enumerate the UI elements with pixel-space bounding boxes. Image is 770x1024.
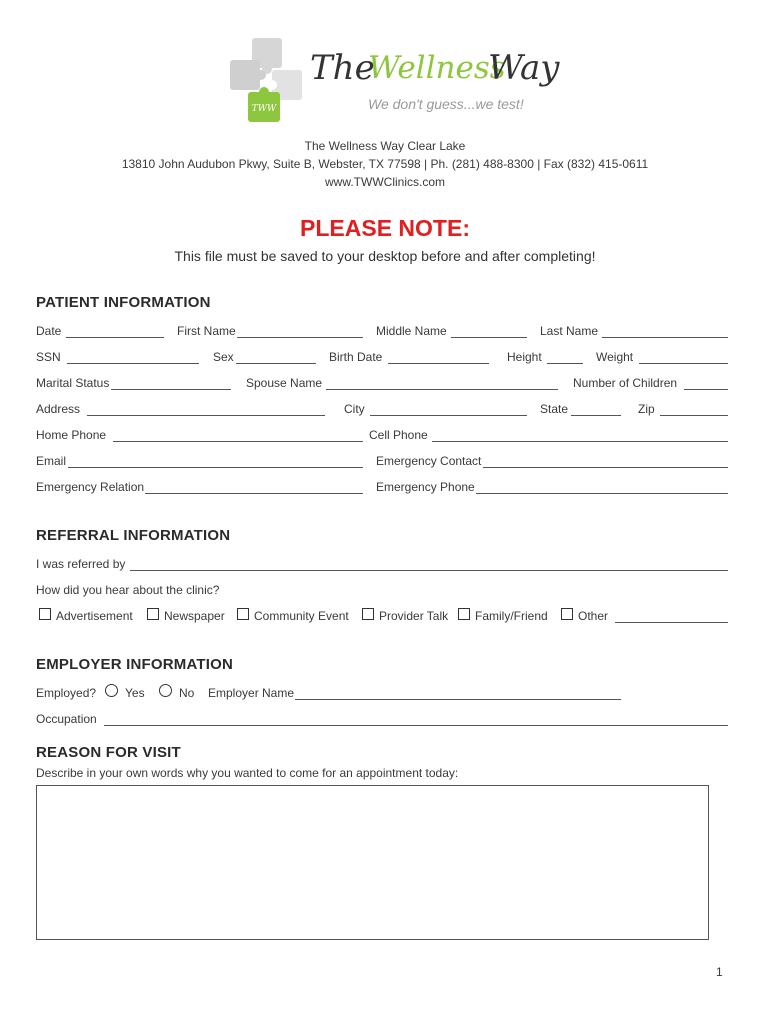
state-field[interactable] (571, 415, 621, 416)
employed-yes-label: Yes (125, 686, 145, 700)
number-of-children-field[interactable] (684, 389, 728, 390)
ssn-field[interactable] (67, 363, 199, 364)
state-label: State (540, 402, 569, 416)
first-name-label: First Name (177, 324, 236, 338)
number-of-children-label: Number of Children (573, 376, 678, 390)
logo-tagline: We don't guess...we test! (368, 96, 524, 112)
address-label: Address (36, 402, 81, 416)
emergency-contact-field[interactable] (483, 467, 728, 468)
clinic-address: 13810 John Audubon Pkwy, Suite B, Webster, TX 77598 | Ph. (281) 488-8300 | Fax (832) 415-0611 (121, 157, 649, 171)
date-field[interactable] (66, 337, 164, 338)
reason-for-visit-heading: REASON FOR VISIT (36, 744, 181, 761)
checkbox-other[interactable] (561, 608, 573, 620)
cell-phone-field[interactable] (432, 441, 728, 442)
zip-label: Zip (638, 402, 655, 416)
checkbox-newspaper[interactable] (147, 608, 159, 620)
email-label: Email (36, 454, 67, 468)
logo-word-the: The (310, 48, 375, 88)
radio-employed-yes[interactable] (105, 684, 118, 697)
cell-phone-label: Cell Phone (369, 428, 428, 442)
logo-badge: TWW (251, 104, 277, 114)
height-field[interactable] (547, 363, 583, 364)
logo (222, 36, 560, 128)
checkbox-advertisement[interactable] (39, 608, 51, 620)
spouse-name-label: Spouse Name (246, 376, 323, 390)
checkbox-provider-talk[interactable] (362, 608, 374, 620)
middle-name-label: Middle Name (376, 324, 447, 338)
city-field[interactable] (370, 415, 527, 416)
option-provider-talk-label: Provider Talk (379, 609, 449, 623)
employer-info-heading: EMPLOYER INFORMATION (36, 656, 234, 673)
birth-date-field[interactable] (388, 363, 489, 364)
option-family-friend-label: Family/Friend (475, 609, 548, 623)
home-phone-field[interactable] (113, 441, 363, 442)
option-community-event-label: Community Event (254, 609, 349, 623)
zip-field[interactable] (660, 415, 728, 416)
reason-textarea[interactable] (36, 785, 709, 940)
emergency-contact-label: Emergency Contact (376, 454, 482, 468)
option-newspaper-label: Newspaper (164, 609, 225, 623)
page-number: 1 (716, 965, 723, 979)
emergency-relation-field[interactable] (145, 493, 363, 494)
reason-prompt: Describe in your own words why you wanted to come for an appointment today: (36, 766, 459, 780)
puzzle-logo-icon (222, 36, 312, 128)
patient-info-heading: PATIENT INFORMATION (36, 294, 211, 311)
weight-label: Weight (596, 350, 634, 364)
option-other-label: Other (578, 609, 609, 623)
ssn-label: SSN (36, 350, 61, 364)
emergency-phone-field[interactable] (476, 493, 728, 494)
referred-by-label: I was referred by (36, 557, 126, 571)
email-field[interactable] (68, 467, 363, 468)
last-name-label: Last Name (540, 324, 599, 338)
weight-field[interactable] (639, 363, 728, 364)
notice-text: This file must be saved to your desktop before and after completing! (174, 248, 596, 264)
notice-title: PLEASE NOTE: (300, 215, 470, 241)
first-name-field[interactable] (237, 337, 363, 338)
employer-name-label: Employer Name (208, 686, 295, 700)
how-heard-label: How did you hear about the clinic? (36, 583, 220, 597)
occupation-field[interactable] (104, 725, 728, 726)
home-phone-label: Home Phone (36, 428, 107, 442)
last-name-field[interactable] (602, 337, 728, 338)
employed-label: Employed? (36, 686, 97, 700)
occupation-label: Occupation (36, 712, 97, 726)
emergency-phone-label: Emergency Phone (376, 480, 475, 494)
checkbox-community-event[interactable] (237, 608, 249, 620)
marital-status-label: Marital Status (36, 376, 110, 390)
date-label: Date (36, 324, 62, 338)
logo-word-way: Way (488, 48, 560, 88)
clinic-name: The Wellness Way Clear Lake (304, 139, 466, 153)
sex-label: Sex (213, 350, 234, 364)
referral-info-heading: REFERRAL INFORMATION (36, 527, 231, 544)
height-label: Height (507, 350, 542, 364)
spouse-name-field[interactable] (326, 389, 558, 390)
employer-name-field[interactable] (295, 699, 621, 700)
referred-by-field[interactable] (130, 570, 728, 571)
emergency-relation-label: Emergency Relation (36, 480, 145, 494)
employed-no-label: No (179, 686, 195, 700)
city-label: City (344, 402, 365, 416)
other-field[interactable] (615, 622, 728, 623)
checkbox-family-friend[interactable] (458, 608, 470, 620)
sex-field[interactable] (236, 363, 316, 364)
logo-word-wellness: Wellness (368, 50, 506, 86)
radio-employed-no[interactable] (159, 684, 172, 697)
marital-status-field[interactable] (111, 389, 231, 390)
birth-date-label: Birth Date (329, 350, 383, 364)
clinic-website[interactable]: www.TWWClinics.com (325, 175, 445, 189)
address-field[interactable] (87, 415, 325, 416)
middle-name-field[interactable] (451, 337, 527, 338)
option-advertisement-label: Advertisement (56, 609, 133, 623)
